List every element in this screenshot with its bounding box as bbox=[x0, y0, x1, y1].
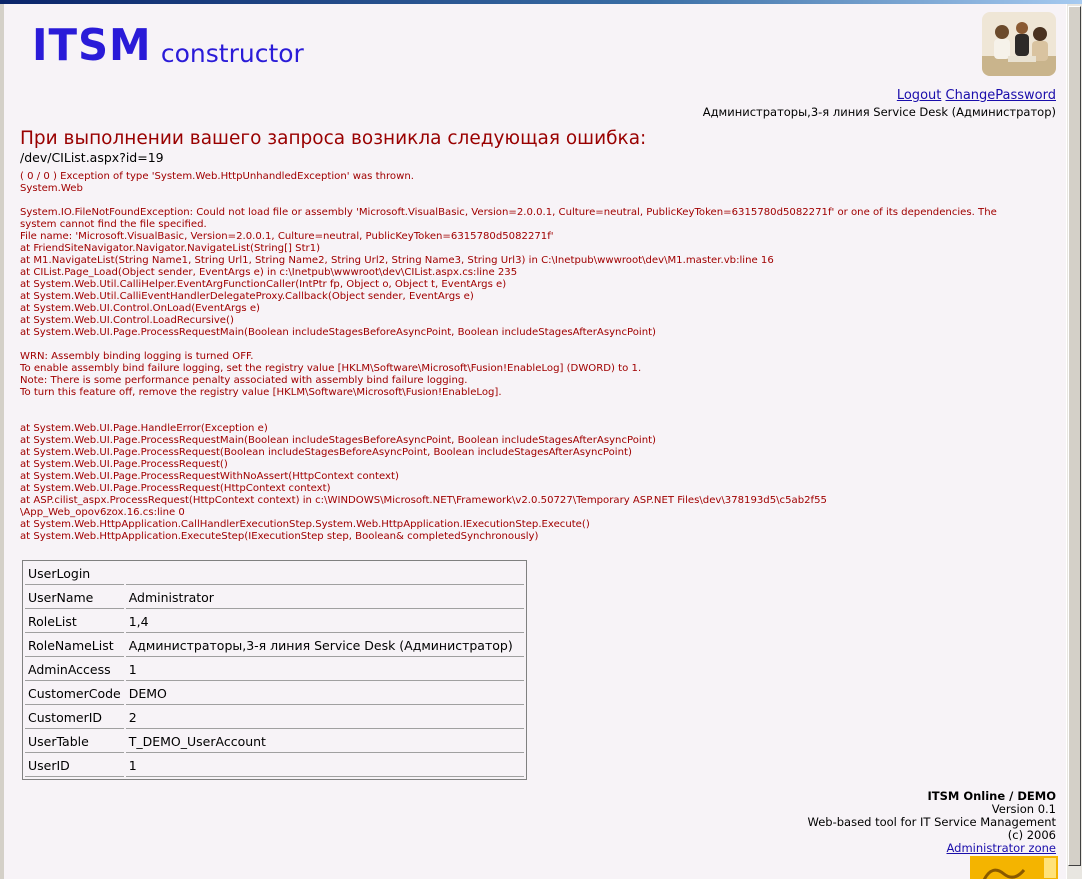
session-key-cell: RoleList bbox=[25, 611, 124, 633]
footer-tagline: Web-based tool for IT Service Management bbox=[807, 815, 1056, 829]
session-info-table bbox=[22, 560, 527, 780]
session-key-cell: UserID bbox=[25, 755, 124, 777]
table-row bbox=[25, 611, 524, 633]
table-row bbox=[25, 683, 524, 705]
session-key-cell: AdminAccess bbox=[25, 659, 124, 681]
logout-link[interactable]: Logout bbox=[896, 88, 942, 103]
table-row bbox=[25, 755, 524, 777]
footer-title: ITSM Online / DEMO bbox=[927, 789, 1056, 803]
table-row bbox=[25, 563, 524, 585]
session-key-cell: UserTable bbox=[25, 731, 124, 753]
counter-logo-icon bbox=[970, 856, 1058, 879]
session-value-cell: Administrator bbox=[126, 587, 524, 609]
browser-page bbox=[4, 4, 1066, 879]
user-roles-text: Администраторы,3-я линия Service Desk (Администратор) bbox=[702, 105, 1056, 119]
itsm-logo bbox=[32, 20, 304, 71]
session-key-cell: RoleNameList bbox=[25, 635, 124, 657]
table-row bbox=[25, 707, 524, 729]
table-row bbox=[25, 635, 524, 657]
session-value-cell: 1 bbox=[126, 755, 524, 777]
table-row bbox=[25, 659, 524, 681]
table-row bbox=[25, 731, 524, 753]
counter-badge bbox=[970, 856, 1058, 879]
session-value-cell: Администраторы,3-я линия Service Desk (Администратор) bbox=[126, 635, 524, 657]
session-value-cell bbox=[126, 563, 524, 585]
footer bbox=[808, 790, 1056, 855]
table-row bbox=[25, 587, 524, 609]
session-value-cell: T_DEMO_UserAccount bbox=[126, 731, 524, 753]
footer-version: Version 0.1 bbox=[991, 802, 1056, 816]
error-title: При выполнении вашего запроса возникла следующая ошибка: bbox=[20, 128, 647, 149]
error-stack-trace: ( 0 / 0 ) Exception of type 'System.Web.HttpUnhandledException' was thrown. System.Web System.IO.FileNotFoundException: Could not load file or assembly 'Microsoft.VisualBasic, Version=2.0.0.1, Culture=neutral, PublicKeyToken=6315780d5082271f' or one of its dependencies. The system cannot find the file specified. File name: 'Microsoft.VisualBasic, Version=2.0.0.1, Culture=neutral, PublicKeyToken=6315780d5082271f' at FriendSiteNavigator.Navigator.NavigateList(String[] Str1) at M1.NavigateList(String Name1, String Url1, String Name2, String Url2, String Name3, String Url3) in C:\Inetpub\wwwroot\dev\M1.master.vb:line 16 at CIList.Page_Load(Object sender, EventArgs e) in c:\Inetpub\wwwroot\dev\CIList.aspx.cs:line 235 at System.Web.Util.CalliHelper.EventArgFunctionCaller(IntPtr fp, Object o, Object t, EventArgs e) at System.Web.Util.CalliEventHandlerDelegateProxy.Callback(Object sender, EventArgs e) at System.Web.UI.Control.OnLoad(EventArgs e) at System.Web.UI.Control.LoadRecursive() at System.Web.UI.Page.ProcessRequestMain(Boolean includeStagesBeforeAsyncPoint, Boolean includeStagesAfterAsyncPoint) WRN: Assembly binding logging is turned OFF. To enable assembly bind failure logging, set the registry value [HKLM\Software\Microsoft\Fusion!EnableLog] (DWORD) to 1. Note: There is some performance penalty associated with assembly bind failure logging. To turn this feature off, remove the registry value [HKLM\Software\Microsoft\Fusion!EnableLog]. at System.Web.UI.Page.HandleError(Exception e) at System.Web.UI.Page.ProcessRequestMain(Boolean includeStagesBeforeAsyncPoint, Boolean includeStagesAfterAsyncPoint) at System.Web.UI.Page.ProcessRequest(Boolean includeStagesBeforeAsyncPoint, Boolean includeStagesAfterAsyncPoint) at System.Web.UI.Page.ProcessRequest() at System.Web.UI.Page.ProcessRequestWithNoAssert(HttpContext context) at System.Web.UI.Page.ProcessRequest(HttpContext context) at ASP.cilist_aspx.ProcessRequest(HttpContext context) in c:\WINDOWS\Microsoft.NET\Framework\v2.0.50727\Temporary ASP.NET Files\dev\378193d5\c5ab2f55 \App_Web_opov6zox.16.cs:line 0 at System.Web.HttpApplication.CallHandlerExecutionStep.System.Web.HttpApplication.IExecutionStep.Execute() at System.Web.HttpApplication.ExecuteStep(IExecutionStep step, Boolean& completedSynchronously) bbox=[20, 171, 997, 542]
session-value-cell: DEMO bbox=[126, 683, 524, 705]
people-photo-icon bbox=[982, 12, 1056, 76]
office-people-photo bbox=[982, 12, 1056, 76]
logo-main-text: ITSM bbox=[32, 20, 152, 71]
user-links bbox=[897, 88, 1056, 103]
scrollbar-thumb[interactable] bbox=[1068, 6, 1081, 866]
session-key-cell: UserName bbox=[25, 587, 124, 609]
administrator-zone-link[interactable]: Administrator zone bbox=[946, 841, 1056, 855]
session-value-cell: 1,4 bbox=[126, 611, 524, 633]
session-key-cell: CustomerID bbox=[25, 707, 124, 729]
error-request-path: /dev/CIList.aspx?id=19 bbox=[20, 150, 164, 165]
session-key-cell: CustomerCode bbox=[25, 683, 124, 705]
session-value-cell: 1 bbox=[126, 659, 524, 681]
session-value-cell: 2 bbox=[126, 707, 524, 729]
logo-sub-text: constructor bbox=[160, 39, 304, 68]
footer-copyright: (c) 2006 bbox=[1007, 828, 1056, 842]
change-password-link[interactable]: ChangePassword bbox=[945, 88, 1056, 103]
vertical-scrollbar[interactable] bbox=[1066, 4, 1082, 879]
session-key-cell: UserLogin bbox=[25, 563, 124, 585]
